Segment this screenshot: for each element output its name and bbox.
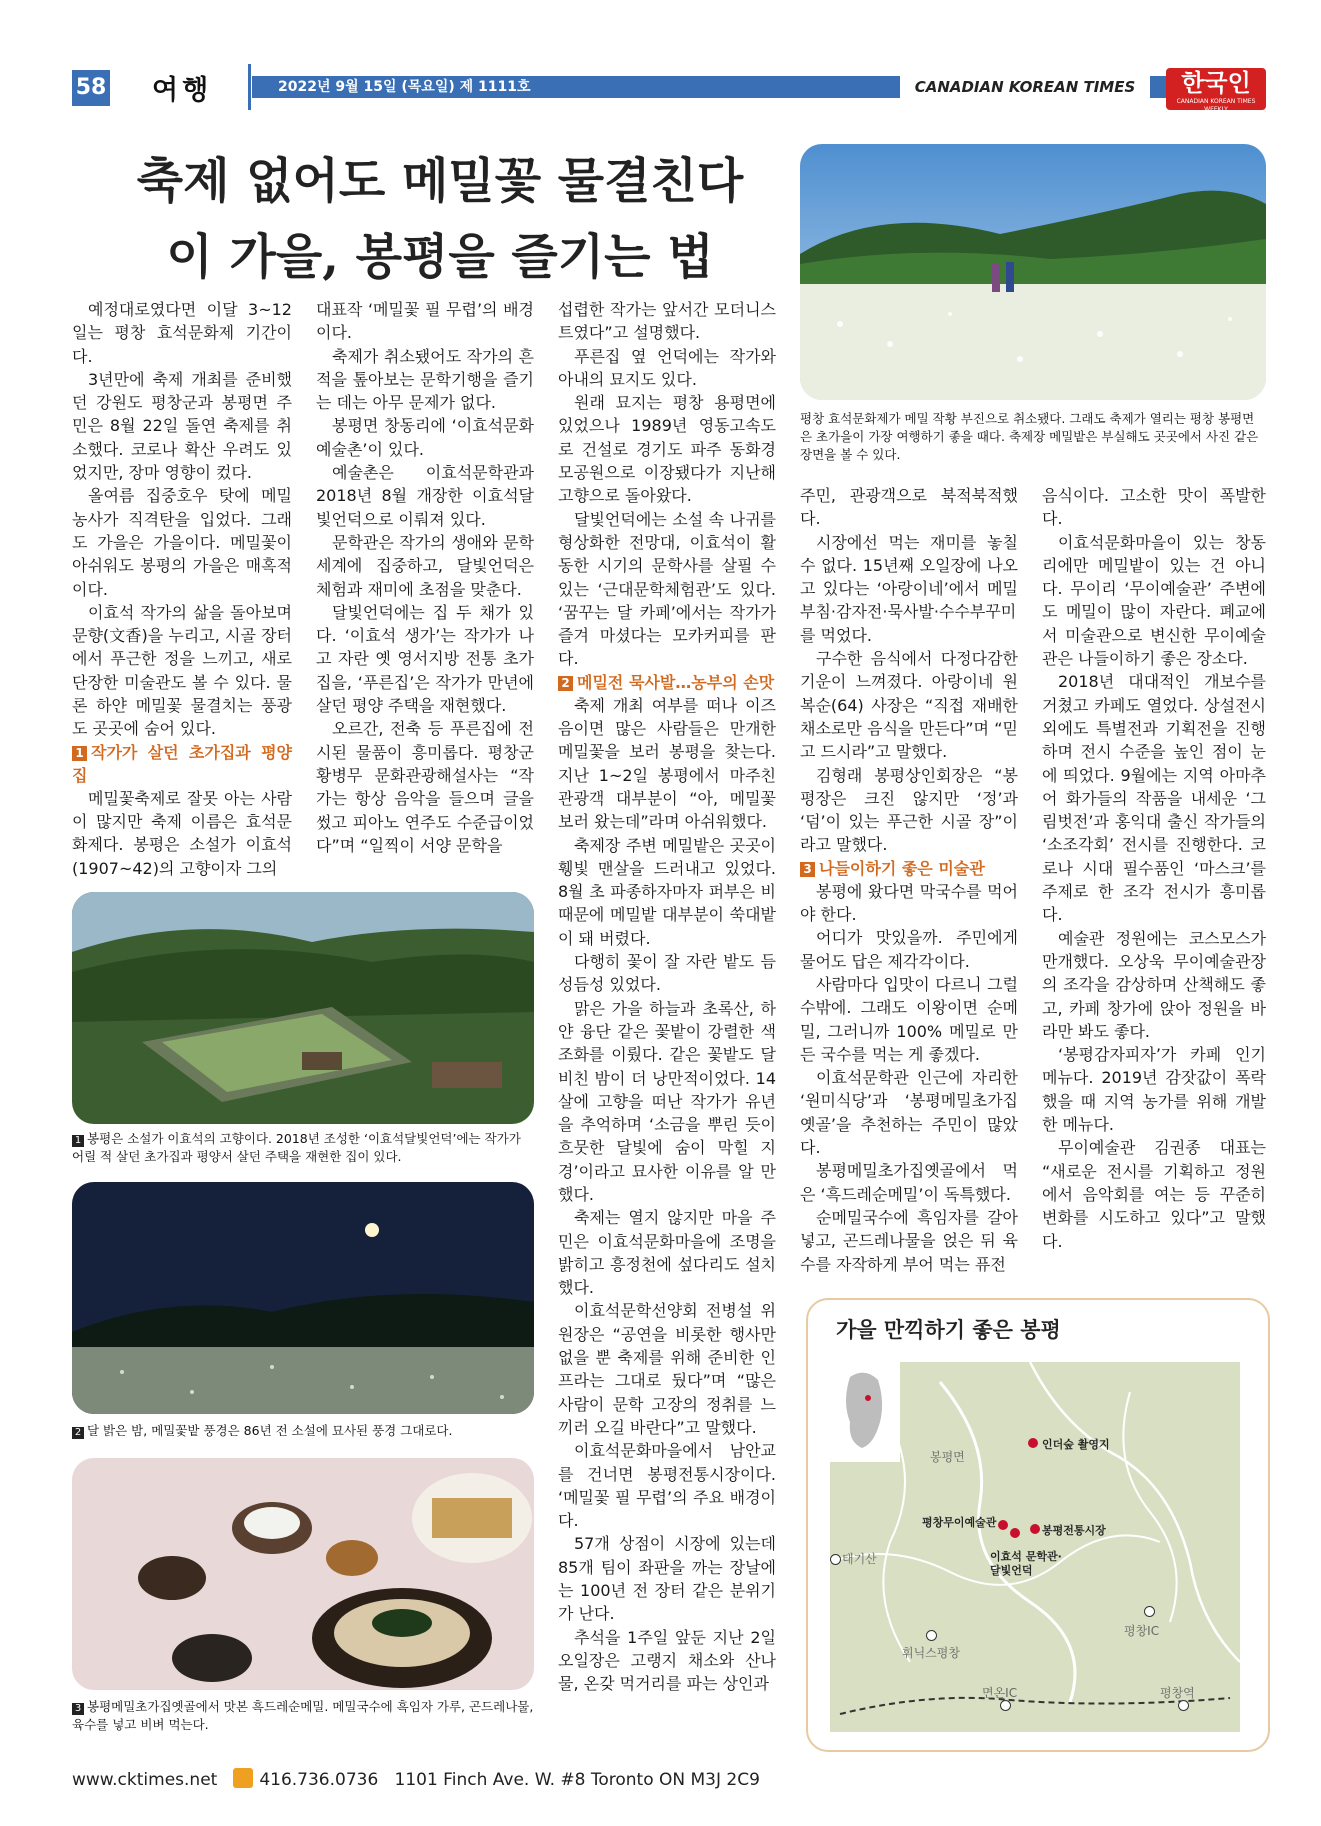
article-column-5 xyxy=(1042,484,1266,1253)
article-column-4 xyxy=(800,484,1018,1276)
caption-text: 봉평은 소설가 이효석의 고향이다. 2018년 조성한 ‘이효석달빛언덕’에는 작가가 어릴 적 살던 초가집과 평양서 살던 주택을 재현한 집이 있다. xyxy=(72,1131,521,1164)
address: 1101 Finch Ave. W. #8 Toronto ON M3J 2C9 xyxy=(394,1770,760,1790)
photo-caption-1 xyxy=(72,1130,534,1166)
website-link[interactable]: www.cktimes.net xyxy=(72,1770,218,1790)
subheading-3 xyxy=(800,857,1018,880)
paragraph: 시장에선 먹는 재미를 놓칠 수 없다. 15년째 오일장에 나오고 있다는 ‘아랑이네’에서 메밀부침·감자전·묵사발·수수부꾸미를 먹었다. xyxy=(800,532,1018,645)
buckwheat-field-photo xyxy=(800,144,1266,400)
subheading-number: 2 xyxy=(558,676,573,691)
paragraph: 순메밀국수에 흑임자를 갈아 넣고, 곤드레나물을 얹은 뒤 육수를 자작하게 부어 먹는 퓨전 xyxy=(800,1207,1018,1274)
location-marker xyxy=(1030,1524,1040,1534)
paragraph: 대표작 ‘메밀꽃 필 무렵’의 배경이다. xyxy=(316,300,534,343)
paragraph: 무이예술관 김권종 대표는 “새로운 전시를 기획하고 정원에서 음악회를 여는 등 꾸준히 변화를 시도하고 있다”고 말했다. xyxy=(1042,1138,1266,1251)
paragraph: 구수한 음식에서 다정다감한 기운이 느껴졌다. 아랑이네 원복순(64) 사장은 “직접 재배한 채소로만 음식을 만든다”며 “믿고 드시라”고 말했다. xyxy=(800,649,1018,762)
publication-name: CANADIAN KOREAN TIMES xyxy=(900,76,1150,98)
region-label: 봉평면 xyxy=(930,1450,965,1464)
label-phoenix: 휘닉스평창 xyxy=(902,1646,960,1660)
label-myeonon: 면온IC xyxy=(982,1686,1018,1700)
paragraph: 푸른집 옆 언덕에는 작가와 아내의 묘지도 있다. xyxy=(558,346,776,389)
location-marker xyxy=(1144,1606,1155,1617)
header-divider xyxy=(248,64,251,110)
label-pyeongchang-ic: 평창IC xyxy=(1124,1624,1160,1638)
paragraph: 달빛언덕에는 소설 속 나귀를 형상화한 전망대, 이효석이 활동한 시기의 문학사를 살필 수 있는 ‘근대문학체험관’도 있다. ‘꿈꾸는 달 카페’에서는 작가가 즐겨 마셨다는 모카커피를 판다. xyxy=(558,509,776,669)
paragraph: 봉평메밀초가집옛골에서 먹은 ‘흑드레순메밀’이 독특했다. xyxy=(800,1161,1018,1204)
night-field-photo xyxy=(72,1182,534,1414)
paragraph: 예정대로였다면 이달 3~12일는 평창 효석문화제 기간이다. xyxy=(72,300,292,366)
label-pyeongchang-station: 평창역 xyxy=(1160,1686,1195,1700)
caption-text: 달 밝은 밤, 메밀꽃밭 풍경은 86년 전 소설에 묘사된 풍경 그대로다. xyxy=(87,1423,453,1438)
paragraph: 오르간, 전축 등 푸른집에 전시된 물품이 흥미롭다. 평창군 황병무 문화관광해설사는 “작가는 항상 음악을 들으며 글을 썼고 피아노 연주도 수준급이었다”며 “일찍이 서양 문학을 xyxy=(316,719,534,855)
paragraph: 이효석문화마을에서 남안교를 건너면 봉평전통시장이다. ‘메밀꽃 필 무렵’의 주요 배경이다. xyxy=(558,1441,776,1531)
article-column-2 xyxy=(316,298,534,857)
subheading-number: 1 xyxy=(72,746,87,761)
paragraph: 축제장 주변 메밀밭은 곳곳이 휑빛 맨살을 드러내고 있었다. 8월 초 파종하자마자 퍼부은 비 때문에 메밀밭 대부분이 쑥대밭이 돼 버렸다. xyxy=(558,835,776,948)
phone-icon xyxy=(233,1768,253,1788)
caption-number: 2 xyxy=(72,1427,84,1439)
paragraph: 맑은 가을 하늘과 초록산, 하얀 융단 같은 꽃밭이 강렬한 색 조화를 이뤘다. 같은 꽃밭도 달 비친 밤이 더 낭만적이었다. 14살에 고향을 떠난 작가가 유년을 추억하며 ‘소금을 뿌린 듯이 흐뭇한 달빛에 숨이 막힐 지경’이라고 묘사한 이유를 알 만했다. xyxy=(558,998,776,1204)
location-marker xyxy=(1000,1700,1011,1711)
subheading-1 xyxy=(72,741,292,787)
location-marker xyxy=(926,1630,937,1641)
photo-caption-3 xyxy=(72,1698,534,1734)
paragraph: 이효석문화마을이 있는 창동리에만 메밀밭이 있는 건 아니다. 무이리 ‘무이예술관’ 주변에도 메밀이 많이 자란다. 폐교에서 미술관으로 변신한 무이예술관은 나들이하기 좋은 장소다. xyxy=(1042,532,1266,669)
footer xyxy=(72,1768,760,1790)
label-indeoksul: 인더숲 촬영지 xyxy=(1042,1438,1110,1451)
headline-line2: 이 가을, 봉평을 즐기는 법 xyxy=(166,229,714,285)
logo-subtext: CANADIAN KOREAN TIMES WEEKLY xyxy=(1176,98,1256,113)
top-photo-caption: 평창 효석문화제가 메밀 작황 부진으로 취소됐다. 그래도 축제가 열리는 평창 봉평면은 초가을이 가장 여행하기 좋을 때다. 축제장 메밀밭은 부실해도 곳곳에서 사진 같은 장면을 볼 수 있다. xyxy=(800,411,1259,462)
logo-text: 한국인 xyxy=(1181,69,1251,97)
caption-number: 3 xyxy=(72,1703,84,1715)
location-marker xyxy=(1028,1438,1038,1448)
location-marker xyxy=(1010,1528,1020,1538)
paragraph: 봉평면 창동리에 ‘이효석문화예술촌’이 있다. xyxy=(316,416,534,459)
phone-number: 416.736.0736 xyxy=(259,1770,379,1790)
paragraph: 주민, 관광객으로 북적북적했다. xyxy=(800,486,1018,529)
subheading-text: 작가가 살던 초가집과 평양집 xyxy=(72,742,292,785)
headline-line1: 축제 없어도 메밀꽃 물결친다 xyxy=(136,153,744,209)
paragraph: 추석을 1주일 앞둔 지난 2일 오일장은 고랭지 채소와 산나물, 온갖 먹거리를 파는 상인과 xyxy=(558,1627,776,1694)
paragraph: 메밀꽃축제로 잘못 아는 사람이 많지만 축제 이름은 효석문화제다. 봉평은 소설가 이효석(1907~42)의 고향이자 그의 xyxy=(72,788,292,878)
paragraph: 57개 상점이 시장에 있는데 85개 팀이 좌판을 까는 장날에는 100년 전 장터 같은 분위기가 난다. xyxy=(558,1534,776,1624)
paragraph: 이효석문학관 인근에 자리한 ‘원미식당’과 ‘봉평메밀초가집옛골’을 추천하는 주민이 많았다. xyxy=(800,1068,1018,1158)
label-hyoseok: 이효석 문학관· xyxy=(990,1550,1062,1563)
subheading-number: 3 xyxy=(800,862,815,877)
label-market: 봉평전통시장 xyxy=(1042,1524,1106,1537)
paragraph: 다행히 꽃이 잘 자란 밭도 듬성듬성 있었다. xyxy=(558,952,776,995)
paragraph: 어디가 맛있을까. 주민에게 물어도 답은 제각각이다. xyxy=(800,928,1018,971)
photo-caption-2 xyxy=(72,1422,534,1440)
subheading-text: 메밀전 묵사발…농부의 손맛 xyxy=(577,672,775,692)
location-marker xyxy=(998,1520,1008,1530)
buckwheat-noodle-photo xyxy=(72,1458,534,1690)
label-taegi: 태기산 xyxy=(842,1552,877,1566)
label-mui: 평창무이예술관 xyxy=(922,1516,997,1529)
paragraph: 섭렵한 작가는 앞서간 모더니스트였다”고 설명했다. xyxy=(558,300,776,343)
paragraph: 이효석 작가의 삶을 돌아보며 문향(文香)을 누리고, 시골 장터에서 푸근한 정을 느끼고, 새로 단장한 미술관도 볼 수 있다. 물론 하얀 메밀꽃 물결치는 풍광도 곳곳에 숨어 있다. xyxy=(72,602,292,739)
paragraph: 원래 묘지는 평창 용평면에 있었으나 1989년 영동고속도로 건설로 경기도 파주 동화경모공원으로 이장됐다가 지난해 고향으로 돌아왔다. xyxy=(558,393,776,506)
location-marker xyxy=(830,1554,841,1565)
paragraph: 이효석문학선양회 전병설 위원장은 “공연을 비롯한 행사만 없을 뿐 축제를 위해 준비한 인프라는 그대로 뒀다”며 “많은 사람이 문학 고장의 정취를 느끼러 오길 바란다”고 말했다. xyxy=(558,1301,776,1437)
paragraph: 봉평에 왔다면 막국수를 먹어야 한다. xyxy=(800,881,1018,925)
paragraph: 김형래 봉평상인회장은 “봉평장은 크진 않지만 ‘정’과 ‘덤’이 있는 푸근한 시골 장”이라고 말했다. xyxy=(800,765,1018,855)
newspaper-logo xyxy=(1166,68,1266,113)
issue-date: 2022년 9월 15일 (목요일) 제 1111호 xyxy=(278,79,531,95)
paragraph: ‘봉평감자피자’가 카페 인기 메뉴다. 2019년 감잣값이 폭락했을 때 지역 농가를 위해 개발한 메뉴다. xyxy=(1042,1045,1266,1135)
paragraph: 음식이다. 고소한 맛이 폭발한다. xyxy=(1042,486,1266,529)
paragraph: 올여름 집중호우 탓에 메밀 농사가 직격탄을 입었다. 그래도 가을은 가을이다. 메밀꽃이 아쉬워도 봉평의 가을은 매혹적이다. xyxy=(72,486,292,599)
paragraph: 축제 개최 여부를 떠나 이즈음이면 많은 사람들은 만개한 메밀꽃을 보러 봉평을 찾는다. 지난 1~2일 봉평에서 마주친 관광객 대부분이 “아, 메밀꽃 보러 왔는데”라며 아쉬워했다. xyxy=(558,695,776,832)
paragraph: 예술촌은 이효석문학관과 2018년 8월 개장한 이효석달빛언덕으로 이뤄져 있다. xyxy=(316,463,534,529)
paragraph: 축제는 열지 않지만 마을 주민은 이효석문화마을에 조명을 밝히고 흥정천에 섶다리도 설치했다. xyxy=(558,1208,776,1298)
paragraph: 문학관은 작가의 생애와 문학세계에 집중하고, 달빛언덕은 체험과 재미에 초점을 맞춘다. xyxy=(316,532,534,599)
article-column-1 xyxy=(72,298,292,880)
subheading-text: 나들이하기 좋은 미술관 xyxy=(819,858,985,878)
label-hyoseok-2: 달빛언덕 xyxy=(990,1564,1033,1577)
location-marker xyxy=(1178,1700,1189,1711)
paragraph: 2018년 대대적인 개보수를 거쳤고 카페도 열었다. 상설전시 외에도 특별전과 기획전을 진행하며 전시 수준을 높인 점이 눈에 띄었다. 9월에는 지역 아마추어 화가들의 작품을 내세운 ‘그림벗전’과 홍익대 출신 작가들의 ‘소조각회’ 전시를 진행한다. 코로나 시대 필수품인 ‘마스크’를 주제로 한 조각 전시가 흥미롭다. xyxy=(1042,672,1266,925)
paragraph: 사람마다 입맛이 다르니 그럴 수밖에. 그래도 이왕이면 순메밀, 그러니까 100% 메밀로 만든 국수를 먹는 게 좋겠다. xyxy=(800,974,1018,1064)
moonlight-hill-photo xyxy=(72,892,534,1124)
bongpyeong-map xyxy=(830,1362,1240,1732)
article-column-3 xyxy=(558,298,776,1696)
page-number: 58 xyxy=(72,70,110,106)
caption-text: 봉평메밀초가집옛골에서 맛본 흑드레순메밀. 메밀국수에 흑임자 가루, 곤드레나물, 육수를 넣고 비벼 먹는다. xyxy=(72,1699,534,1732)
caption-number: 1 xyxy=(72,1135,84,1147)
paragraph: 축제가 취소됐어도 작가의 흔적을 톺아보는 문학기행을 즐기는 데는 아무 문제가 없다. xyxy=(316,346,534,413)
paragraph: 3년만에 축제 개최를 준비했던 강원도 평창군과 봉평면 주민은 8월 22일 돌연 축제를 취소했다. 코로나 확산 우려도 있었지만, 장마 영향이 컸다. xyxy=(72,369,292,483)
paragraph: 달빛언덕에는 집 두 채가 있다. ‘이효석 생가’는 작가가 나고 자란 옛 영서지방 전통 초가집을, ‘푸른집’은 작가가 만년에 살던 평양 주택을 재현했다. xyxy=(316,602,534,716)
map-title: 가을 만끽하기 좋은 봉평 xyxy=(836,1318,1061,1342)
section-title: 여행 xyxy=(152,75,213,106)
subheading-2 xyxy=(558,671,776,694)
paragraph: 예술관 정원에는 코스모스가 만개했다. 오상욱 무이예술관장의 조각을 감상하며 산책해도 좋고, 카페 창가에 앉아 정원을 바라만 봐도 좋다. xyxy=(1042,928,1266,1041)
